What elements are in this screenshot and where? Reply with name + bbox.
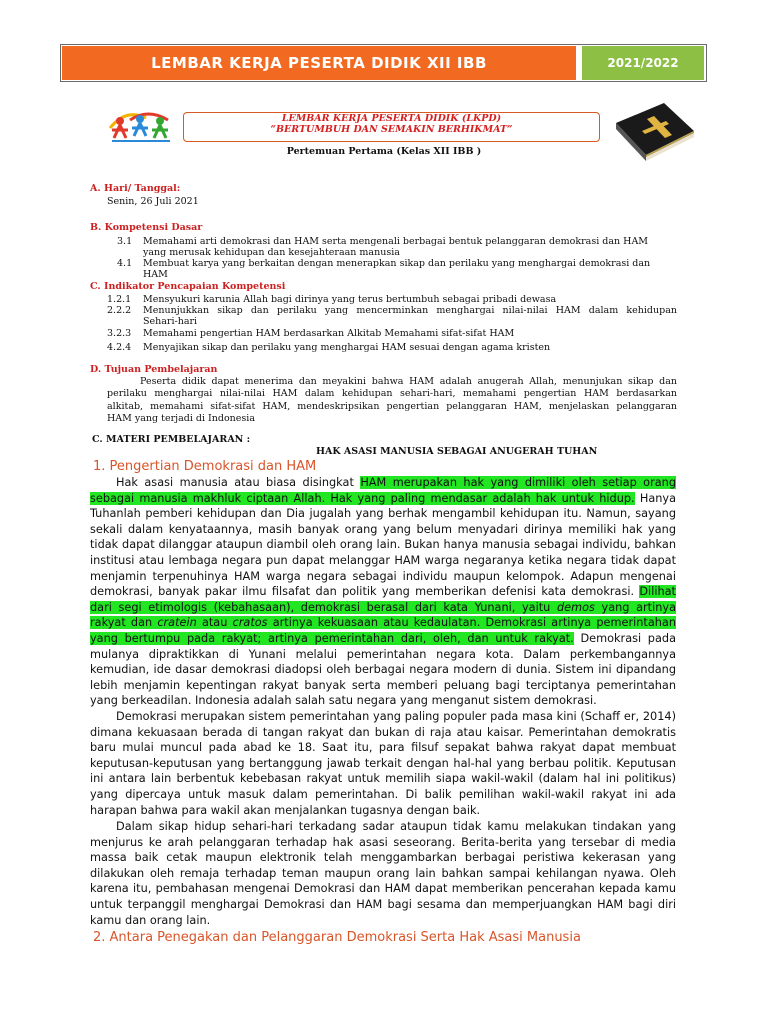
objective-line: alkitab, memahami sifat-sifat HAM, mendeskripsikan pengertian pelanggaran HAM, menjelaskan pelanggaran [107,401,677,412]
materi-title: HAK ASASI MANUSIA SEBAGAI ANUGERAH TUHAN [316,446,598,457]
meeting-info: Pertemuan Pertama (Kelas XII IBB ) [286,146,482,157]
kd-text: Memahami arti demokrasi dan HAM serta mengenali berbagai bentuk pelanggaran demokrasi dan HAM [143,236,649,247]
kd-number: 3.1 [117,236,133,247]
kd-text: Membuat karya yang berkaitan dengan menerapkan sikap dan perilaku yang menghargai demokrasi dan [143,258,651,269]
lkpd-theme: “BERTUMBUH DAN SEMAKIN BERHIKMAT” [270,124,513,135]
indicator-text: Menunjukkan sikap dan perilaku yang mencerminkan menghargai nilai-nilai HAM dalam kehidupan [143,305,677,316]
paragraph-1 [90,475,676,709]
section-d-heading: D. Tujuan Pembelajaran [90,364,218,375]
kd-text: yang merusak kehidupan dan kesejahteraan manusia [143,247,400,258]
highlight-run: cratos [232,616,268,630]
worksheet-title: LEMBAR KERJA PESERTA DIDIK XII IBB [62,46,576,80]
section-a-heading: A. Hari/ Tanggal: [90,183,181,194]
section-b-heading: B. Kompetensi Dasar [90,222,203,233]
highlight-run: artinya kekuasaan atau kedaulatan. Demokrasi artinya pemerintahan yang bertumpu pada rakyat; artinya pemerintahan dari, oleh, dan untuk rakyat. [90,616,676,645]
subheading-enforcement-violation: 2. Antara Penegakan dan Pelanggaran Demokrasi Serta Hak Asasi Manusia [93,930,581,945]
lkpd-title: LEMBAR KERJA PESERTA DIDIK (LKPD) [281,113,502,124]
indicator-text: Sehari-hari [143,316,198,327]
text-run: Demokrasi pada mulanya dipraktikkan di Yunani melalui pemerintahan negara kota. Dalam perkembangannya kemudian, ide dasar demokrasi diadopsi oleh berbagai negara modern di dunia. Sistem ini dipandang lebih menjamin kepentingan rakyat banyak serta memberi peluang bagi terciptanya pemerintahan yang berkeadilan. Indonesia adalah salah satu negara yang menganut sistem demokrasi. [90,631,676,708]
highlight-run: cratein [157,616,197,630]
objective-line: HAM yang terjadi di Indonesia [107,413,256,424]
school-year-badge: 2021/2022 [582,46,704,80]
objective-line: Peserta didik dapat menerima dan meyakini bahwa HAM adalah anugerah Allah, menunjukan sikap dan [140,376,677,387]
highlight-run: yang artinya rakyat dan [90,600,676,630]
indicator-text: Mensyukuri karunia Allah bagi dirinya yang terus bertumbuh sebagai pribadi dewasa [143,294,557,305]
objective-line: perilaku menghargai nilai-nilai HAM dalam kehidupan sehari-hari, memahami pengertian HAM berdasarkan [107,388,677,399]
highlight-run: demos [556,600,595,614]
school-logo-icon [106,106,176,146]
highlight-run: atau [196,616,233,630]
indicator-text: Memahami pengertian HAM berdasarkan Alkitab Memahami sifat-sifat HAM [143,328,515,339]
indicator-text: Menyajikan sikap dan perilaku yang menghargai HAM sesuai dengan agama kristen [143,342,551,353]
kd-text: HAM [143,269,168,280]
subheading-democracy-ham: 1. Pengertian Demokrasi dan HAM [93,459,317,474]
kd-number: 4.1 [117,258,133,269]
paragraph-2: Demokrasi merupakan sistem pemerintahan yang paling populer pada masa kini (Schaff er, 2014) dimana kekuasaan berada di tangan rakyat dan bukan di raja atau kaisar. Pemerintahan demokratis baru mulai muncul pada abad ke 18. Saat itu, para filsuf sepakat bahwa rakyat dapat membuat keputusan-keputusan yang bertanggung jawab terkait dengan hal-hal yang berbau politik. Keputusan ini antara lain berbentuk kebebasan rakyat untuk memilih siapa wakil-wakil (dalam hal ini politikus) yang dipercaya untuk masuk dalam pemerintahan. Di balik pemilihan wakil-wakil rakyat ini ada harapan bahwa para wakil akan menjalankan tugasnya dengan baik. [90,710,676,817]
paragraph-3: Dalam sikap hidup sehari-hari terkadang sadar ataupun tidak kamu melakukan tindakan yang menjurus ke arah pelanggaran terhadap hak asasi seseorang. Berita-berita yang tersebar di media massa baik cetak maupun elektronik telah menggambarkan berbagai peristiwa kekerasan yang dilakukan oleh remaja terhadap teman maupun orang lain bahkan sampai kehilangan nyawa. Oleh karena itu, pembahasan mengenai Demokrasi dan HAM dapat memberikan pencerahan kepada kamu untuk terpanggil menghargai Demokrasi dan HAM bagi sesama dan memperjuangkan HAM bagi diri kamu dan orang lain. [90,820,676,927]
indicator-number: 1.2.1 [107,294,132,305]
section-c-heading: C. Indikator Pencapaian Kompetensi [90,281,286,292]
indicator-number: 3.2.3 [107,328,132,339]
materi-label: C. MATERI PEMBELAJARAN : [92,434,251,445]
date-value: Senin, 26 Juli 2021 [107,196,199,207]
highlight-run: Dilihat dari segi etimologis (kebahasaan), demokrasi berasal dari kata Yunani, yaitu [90,585,676,614]
text-run: Hanya Tuhanlah pemberi kehidupan dan Dia jugalah yang berhak mengambil kehidupan itu. Namun, sayang sekali dalam kenyataannya, masih banyak orang yang belum menyadari dirinya memiliki hak yang tidak dapat dilanggar ataupun diambil oleh orang lain. Bukan hanya manusia sebagai individu, bahkan institusi atau lembaga negara pun dapat melanggar HAM warga negaranya ketika negara tidak dapat menjamin terpenuhinya HAM warga negara sebagai individu maupun kelompok. Adapun mengenai demokrasi, banyak pakar ilmu filsafat dan politik yang memberikan defenisi kata demokrasi. [90,491,677,599]
indicator-number: 4.2.4 [107,342,132,353]
text-run: Hak asasi manusia atau biasa disingkat [116,476,361,489]
highlight-run: HAM merupakan hak yang dimiliki oleh setiap orang sebagai manusia makhluk ciptaan Allah. Hak yang paling mendasar adalah hak untuk hidup. [90,476,676,505]
indicator-number: 2.2.2 [107,305,132,316]
